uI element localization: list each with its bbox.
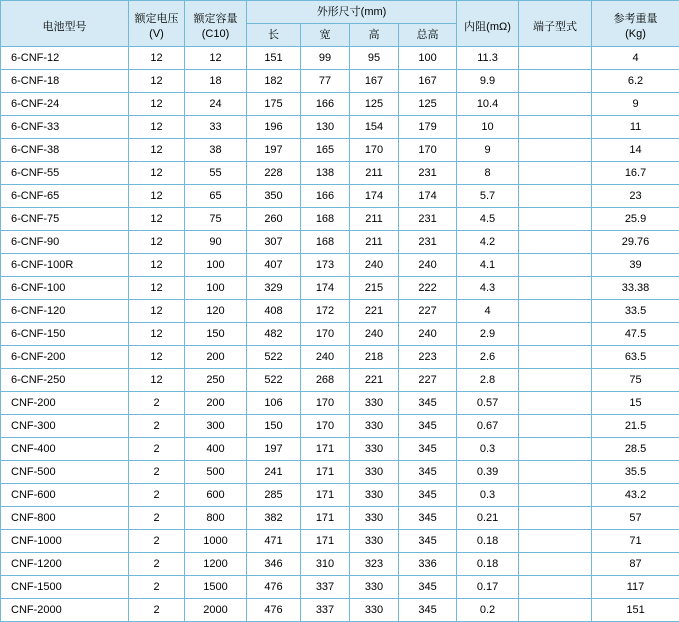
cell-capacity: 1500 — [185, 576, 247, 599]
cell-total-height: 170 — [399, 139, 457, 162]
cell-resistance: 0.17 — [457, 576, 519, 599]
cell-weight: 43.2 — [592, 484, 679, 507]
table-row — [1, 185, 679, 208]
table-header — [1, 1, 679, 47]
cell-capacity: 100 — [185, 277, 247, 300]
cell-terminal — [519, 461, 592, 484]
cell-terminal — [519, 323, 592, 346]
cell-terminal — [519, 277, 592, 300]
cell-model: 6-CNF-75 — [1, 208, 129, 231]
cell-weight: 33.38 — [592, 277, 679, 300]
cell-model: CNF-400 — [1, 438, 129, 461]
cell-capacity: 800 — [185, 507, 247, 530]
cell-height: 330 — [350, 576, 399, 599]
cell-model: CNF-300 — [1, 415, 129, 438]
cell-weight: 11 — [592, 116, 679, 139]
cell-length: 150 — [247, 415, 301, 438]
cell-resistance: 0.2 — [457, 599, 519, 622]
cell-length: 228 — [247, 162, 301, 185]
table-row — [1, 93, 679, 116]
cell-weight: 71 — [592, 530, 679, 553]
cell-capacity: 600 — [185, 484, 247, 507]
cell-model: CNF-800 — [1, 507, 129, 530]
cell-terminal — [519, 599, 592, 622]
cell-total-height: 345 — [399, 599, 457, 622]
cell-voltage: 12 — [129, 277, 185, 300]
table-row — [1, 461, 679, 484]
cell-width: 165 — [301, 139, 350, 162]
header-terminal-type: 端子型式 — [519, 1, 592, 47]
cell-width: 99 — [301, 47, 350, 70]
cell-model: CNF-1000 — [1, 530, 129, 553]
cell-height: 240 — [350, 323, 399, 346]
cell-height: 330 — [350, 415, 399, 438]
cell-height: 221 — [350, 369, 399, 392]
cell-total-height: 345 — [399, 576, 457, 599]
cell-weight: 57 — [592, 507, 679, 530]
cell-voltage: 2 — [129, 530, 185, 553]
cell-width: 337 — [301, 576, 350, 599]
cell-width: 170 — [301, 392, 350, 415]
table-row — [1, 392, 679, 415]
cell-terminal — [519, 392, 592, 415]
cell-voltage: 12 — [129, 231, 185, 254]
cell-resistance: 2.8 — [457, 369, 519, 392]
cell-terminal — [519, 139, 592, 162]
cell-weight: 16.7 — [592, 162, 679, 185]
cell-weight: 9 — [592, 93, 679, 116]
cell-height: 330 — [350, 438, 399, 461]
header-model: 电池型号 — [1, 1, 129, 47]
cell-capacity: 12 — [185, 47, 247, 70]
cell-voltage: 2 — [129, 553, 185, 576]
cell-height: 154 — [350, 116, 399, 139]
cell-width: 268 — [301, 369, 350, 392]
cell-height: 330 — [350, 599, 399, 622]
cell-capacity: 65 — [185, 185, 247, 208]
cell-model: 6-CNF-24 — [1, 93, 129, 116]
cell-total-height: 223 — [399, 346, 457, 369]
cell-weight: 39 — [592, 254, 679, 277]
cell-length: 106 — [247, 392, 301, 415]
cell-length: 476 — [247, 599, 301, 622]
header-total-height: 总高 — [399, 24, 457, 47]
table-row — [1, 323, 679, 346]
cell-total-height: 345 — [399, 438, 457, 461]
cell-weight: 63.5 — [592, 346, 679, 369]
cell-width: 166 — [301, 93, 350, 116]
header-row-1 — [1, 1, 679, 24]
cell-capacity: 1000 — [185, 530, 247, 553]
cell-resistance: 9 — [457, 139, 519, 162]
cell-height: 218 — [350, 346, 399, 369]
cell-terminal — [519, 254, 592, 277]
cell-model: 6-CNF-250 — [1, 369, 129, 392]
cell-resistance: 0.67 — [457, 415, 519, 438]
cell-capacity: 1200 — [185, 553, 247, 576]
cell-length: 382 — [247, 507, 301, 530]
cell-resistance: 0.18 — [457, 530, 519, 553]
cell-terminal — [519, 300, 592, 323]
cell-total-height: 222 — [399, 277, 457, 300]
cell-weight: 15 — [592, 392, 679, 415]
cell-voltage: 12 — [129, 116, 185, 139]
cell-capacity: 300 — [185, 415, 247, 438]
cell-length: 522 — [247, 346, 301, 369]
cell-voltage: 2 — [129, 599, 185, 622]
cell-terminal — [519, 70, 592, 93]
cell-total-height: 174 — [399, 185, 457, 208]
cell-width: 138 — [301, 162, 350, 185]
header-internal-resistance: 内阻(mΩ) — [457, 1, 519, 47]
cell-capacity: 200 — [185, 392, 247, 415]
cell-width: 174 — [301, 277, 350, 300]
cell-length: 182 — [247, 70, 301, 93]
cell-width: 77 — [301, 70, 350, 93]
cell-model: 6-CNF-150 — [1, 323, 129, 346]
cell-length: 476 — [247, 576, 301, 599]
table-row — [1, 576, 679, 599]
table-row — [1, 139, 679, 162]
cell-weight: 117 — [592, 576, 679, 599]
cell-width: 171 — [301, 507, 350, 530]
cell-height: 330 — [350, 530, 399, 553]
cell-terminal — [519, 415, 592, 438]
cell-capacity: 200 — [185, 346, 247, 369]
cell-capacity: 150 — [185, 323, 247, 346]
cell-voltage: 2 — [129, 484, 185, 507]
cell-length: 197 — [247, 438, 301, 461]
cell-length: 471 — [247, 530, 301, 553]
cell-model: 6-CNF-33 — [1, 116, 129, 139]
cell-model: CNF-2000 — [1, 599, 129, 622]
cell-total-height: 240 — [399, 323, 457, 346]
cell-resistance: 8 — [457, 162, 519, 185]
cell-model: 6-CNF-100R — [1, 254, 129, 277]
cell-length: 241 — [247, 461, 301, 484]
cell-voltage: 2 — [129, 415, 185, 438]
cell-capacity: 33 — [185, 116, 247, 139]
cell-capacity: 24 — [185, 93, 247, 116]
cell-resistance: 10 — [457, 116, 519, 139]
cell-height: 215 — [350, 277, 399, 300]
cell-weight: 25.9 — [592, 208, 679, 231]
cell-terminal — [519, 346, 592, 369]
cell-resistance: 0.21 — [457, 507, 519, 530]
cell-terminal — [519, 530, 592, 553]
cell-width: 310 — [301, 553, 350, 576]
cell-model: CNF-600 — [1, 484, 129, 507]
cell-total-height: 345 — [399, 415, 457, 438]
cell-weight: 23 — [592, 185, 679, 208]
table-row — [1, 599, 679, 622]
cell-terminal — [519, 185, 592, 208]
header-dimensions-group: 外形尺寸(mm) — [247, 1, 457, 24]
cell-weight: 75 — [592, 369, 679, 392]
cell-total-height: 231 — [399, 162, 457, 185]
cell-terminal — [519, 93, 592, 116]
table-row — [1, 300, 679, 323]
cell-resistance: 0.39 — [457, 461, 519, 484]
cell-voltage: 2 — [129, 461, 185, 484]
cell-voltage: 2 — [129, 576, 185, 599]
table-row — [1, 47, 679, 70]
header-height: 高 — [350, 24, 399, 47]
cell-height: 211 — [350, 208, 399, 231]
cell-resistance: 2.6 — [457, 346, 519, 369]
cell-voltage: 2 — [129, 438, 185, 461]
cell-voltage: 12 — [129, 47, 185, 70]
cell-capacity: 75 — [185, 208, 247, 231]
cell-capacity: 250 — [185, 369, 247, 392]
cell-voltage: 12 — [129, 346, 185, 369]
cell-model: 6-CNF-18 — [1, 70, 129, 93]
cell-model: 6-CNF-100 — [1, 277, 129, 300]
cell-voltage: 12 — [129, 369, 185, 392]
cell-total-height: 227 — [399, 369, 457, 392]
cell-weight: 87 — [592, 553, 679, 576]
table-body — [1, 47, 679, 622]
cell-total-height: 167 — [399, 70, 457, 93]
cell-length: 260 — [247, 208, 301, 231]
cell-model: 6-CNF-65 — [1, 185, 129, 208]
cell-voltage: 12 — [129, 93, 185, 116]
cell-weight: 47.5 — [592, 323, 679, 346]
cell-capacity: 500 — [185, 461, 247, 484]
cell-model: CNF-1200 — [1, 553, 129, 576]
cell-terminal — [519, 507, 592, 530]
header-rated-voltage: 额定电压 (V) — [129, 1, 185, 47]
cell-width: 130 — [301, 116, 350, 139]
table-row — [1, 254, 679, 277]
cell-voltage: 2 — [129, 507, 185, 530]
cell-length: 350 — [247, 185, 301, 208]
table-row — [1, 116, 679, 139]
cell-length: 151 — [247, 47, 301, 70]
cell-capacity: 55 — [185, 162, 247, 185]
cell-resistance: 0.3 — [457, 484, 519, 507]
cell-resistance: 4 — [457, 300, 519, 323]
cell-total-height: 100 — [399, 47, 457, 70]
cell-length: 329 — [247, 277, 301, 300]
cell-width: 171 — [301, 461, 350, 484]
cell-length: 285 — [247, 484, 301, 507]
cell-total-height: 345 — [399, 392, 457, 415]
table-row — [1, 415, 679, 438]
cell-total-height: 231 — [399, 231, 457, 254]
cell-height: 330 — [350, 461, 399, 484]
cell-voltage: 12 — [129, 185, 185, 208]
cell-resistance: 4.2 — [457, 231, 519, 254]
cell-height: 323 — [350, 553, 399, 576]
cell-voltage: 2 — [129, 392, 185, 415]
cell-total-height: 125 — [399, 93, 457, 116]
cell-length: 407 — [247, 254, 301, 277]
cell-height: 174 — [350, 185, 399, 208]
cell-terminal — [519, 576, 592, 599]
cell-terminal — [519, 47, 592, 70]
cell-total-height: 179 — [399, 116, 457, 139]
cell-resistance: 4.5 — [457, 208, 519, 231]
cell-resistance: 5.7 — [457, 185, 519, 208]
cell-capacity: 100 — [185, 254, 247, 277]
cell-voltage: 12 — [129, 208, 185, 231]
cell-weight: 21.5 — [592, 415, 679, 438]
cell-total-height: 227 — [399, 300, 457, 323]
cell-terminal — [519, 438, 592, 461]
cell-total-height: 345 — [399, 461, 457, 484]
cell-height: 167 — [350, 70, 399, 93]
cell-height: 221 — [350, 300, 399, 323]
cell-resistance: 2.9 — [457, 323, 519, 346]
cell-width: 166 — [301, 185, 350, 208]
cell-width: 337 — [301, 599, 350, 622]
cell-total-height: 336 — [399, 553, 457, 576]
cell-length: 408 — [247, 300, 301, 323]
cell-width: 171 — [301, 484, 350, 507]
cell-length: 196 — [247, 116, 301, 139]
cell-total-height: 345 — [399, 530, 457, 553]
cell-length: 197 — [247, 139, 301, 162]
cell-total-height: 240 — [399, 254, 457, 277]
cell-width: 240 — [301, 346, 350, 369]
cell-resistance: 9.9 — [457, 70, 519, 93]
cell-model: CNF-200 — [1, 392, 129, 415]
cell-total-height: 345 — [399, 484, 457, 507]
cell-weight: 14 — [592, 139, 679, 162]
cell-height: 125 — [350, 93, 399, 116]
cell-length: 175 — [247, 93, 301, 116]
cell-terminal — [519, 162, 592, 185]
cell-terminal — [519, 484, 592, 507]
cell-length: 307 — [247, 231, 301, 254]
cell-resistance: 0.57 — [457, 392, 519, 415]
cell-model: 6-CNF-120 — [1, 300, 129, 323]
cell-capacity: 120 — [185, 300, 247, 323]
table-row — [1, 162, 679, 185]
cell-voltage: 12 — [129, 300, 185, 323]
cell-height: 330 — [350, 484, 399, 507]
cell-height: 330 — [350, 507, 399, 530]
cell-resistance: 0.18 — [457, 553, 519, 576]
cell-width: 168 — [301, 231, 350, 254]
header-width: 宽 — [301, 24, 350, 47]
cell-width: 168 — [301, 208, 350, 231]
table-row — [1, 369, 679, 392]
cell-weight: 151 — [592, 599, 679, 622]
cell-height: 240 — [350, 254, 399, 277]
cell-height: 330 — [350, 392, 399, 415]
table-row — [1, 70, 679, 93]
table-row — [1, 277, 679, 300]
cell-terminal — [519, 553, 592, 576]
header-reference-weight: 参考重量 (Kg) — [592, 1, 679, 47]
cell-height: 211 — [350, 231, 399, 254]
table-row — [1, 231, 679, 254]
table-row — [1, 346, 679, 369]
cell-length: 346 — [247, 553, 301, 576]
cell-weight: 6.2 — [592, 70, 679, 93]
cell-width: 170 — [301, 415, 350, 438]
cell-weight: 29.76 — [592, 231, 679, 254]
cell-length: 482 — [247, 323, 301, 346]
cell-model: 6-CNF-38 — [1, 139, 129, 162]
cell-width: 170 — [301, 323, 350, 346]
cell-resistance: 4.3 — [457, 277, 519, 300]
cell-resistance: 11.3 — [457, 47, 519, 70]
table-row — [1, 507, 679, 530]
cell-width: 173 — [301, 254, 350, 277]
cell-terminal — [519, 116, 592, 139]
cell-height: 211 — [350, 162, 399, 185]
cell-height: 170 — [350, 139, 399, 162]
cell-voltage: 12 — [129, 254, 185, 277]
cell-capacity: 400 — [185, 438, 247, 461]
cell-resistance: 10.4 — [457, 93, 519, 116]
cell-total-height: 345 — [399, 507, 457, 530]
cell-capacity: 18 — [185, 70, 247, 93]
cell-model: 6-CNF-200 — [1, 346, 129, 369]
cell-resistance: 0.3 — [457, 438, 519, 461]
cell-weight: 35.5 — [592, 461, 679, 484]
cell-voltage: 12 — [129, 323, 185, 346]
cell-weight: 33.5 — [592, 300, 679, 323]
cell-weight: 28.5 — [592, 438, 679, 461]
cell-width: 172 — [301, 300, 350, 323]
table-row — [1, 553, 679, 576]
cell-capacity: 2000 — [185, 599, 247, 622]
cell-weight: 4 — [592, 47, 679, 70]
cell-model: 6-CNF-55 — [1, 162, 129, 185]
table-row — [1, 530, 679, 553]
cell-model: CNF-1500 — [1, 576, 129, 599]
header-rated-capacity: 额定容量 (C10) — [185, 1, 247, 47]
cell-total-height: 231 — [399, 208, 457, 231]
cell-width: 171 — [301, 438, 350, 461]
cell-height: 95 — [350, 47, 399, 70]
cell-voltage: 12 — [129, 70, 185, 93]
cell-model: 6-CNF-12 — [1, 47, 129, 70]
cell-model: CNF-500 — [1, 461, 129, 484]
cell-capacity: 90 — [185, 231, 247, 254]
cell-width: 171 — [301, 530, 350, 553]
cell-voltage: 12 — [129, 139, 185, 162]
cell-model: 6-CNF-90 — [1, 231, 129, 254]
table-row — [1, 484, 679, 507]
cell-terminal — [519, 208, 592, 231]
cell-terminal — [519, 231, 592, 254]
table-row — [1, 208, 679, 231]
cell-terminal — [519, 369, 592, 392]
cell-voltage: 12 — [129, 162, 185, 185]
header-length: 长 — [247, 24, 301, 47]
cell-resistance: 4.1 — [457, 254, 519, 277]
cell-length: 522 — [247, 369, 301, 392]
table-row — [1, 438, 679, 461]
cell-capacity: 38 — [185, 139, 247, 162]
